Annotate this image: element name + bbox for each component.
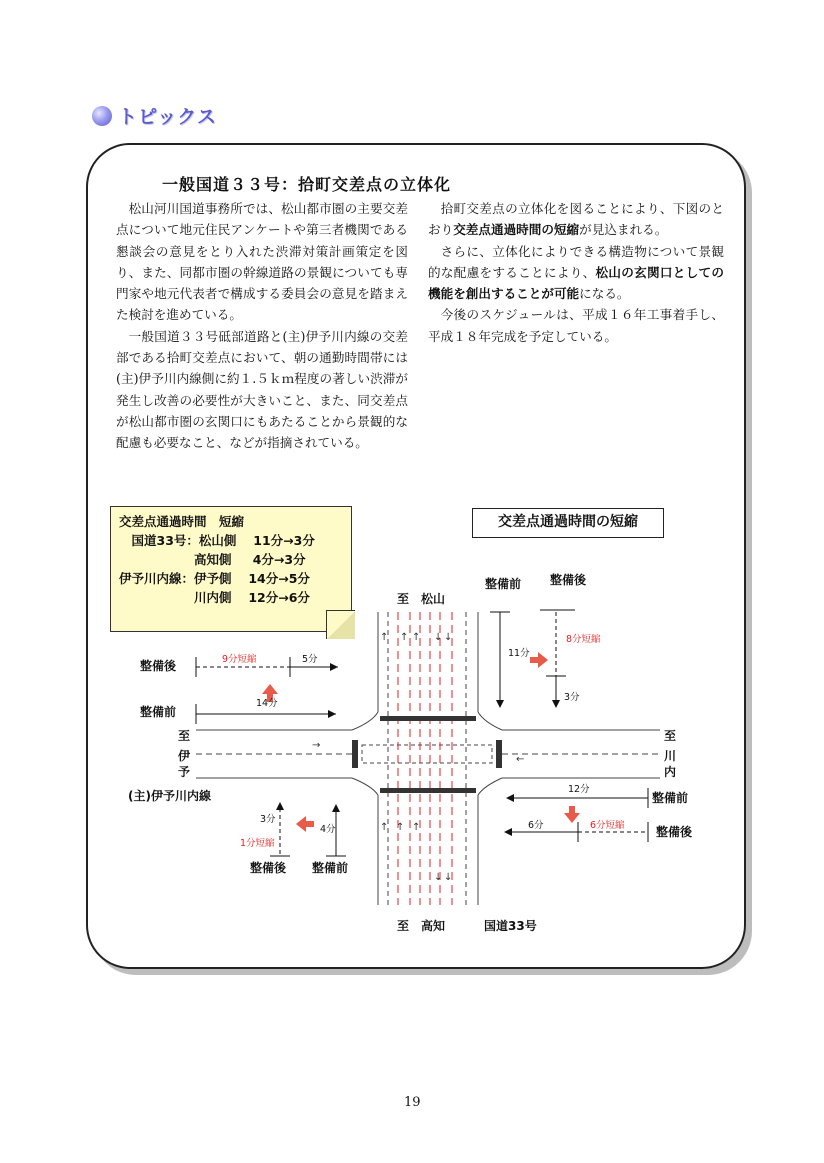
section-title: トピックス (118, 106, 218, 128)
bottom-reduction: 1分短縮 (240, 838, 275, 849)
diagram-title: 交差点通過時間の短縮 (472, 508, 664, 538)
label-bottom-before: 整備前 (312, 861, 349, 875)
emphasis-gateway: 松山の玄関口としての機能を創出することが可能 (428, 264, 725, 302)
label-left-after: 整備後 (140, 659, 177, 673)
right-paragraph-2: さらに、立体化によりできる構造物について景観的な配慮をすることにより、松山の玄関口としての機能を創出することが可能になる。 (428, 243, 725, 302)
label-bottom-after: 整備後 (250, 861, 287, 875)
svg-text:↑: ↑ (400, 632, 409, 643)
top-reduction: 8分短縮 (566, 634, 601, 645)
left-paragraph-1: 松山河川国道事務所では、松山都市圏の主要交差点について地元住民アンケートや第三者機関である懇談会の意見をとり入れた渋滞対策計画策定を図り、また、同都市圏の幹線道路の景観についても専門家や地元代表者で構成する委員会の意見を踏まえた検討を進めている。 (116, 201, 408, 323)
svg-text:↓: ↓ (434, 632, 443, 643)
label-to-iyo (178, 728, 191, 779)
label-to-kawauchi-char-3: 内 (664, 765, 677, 779)
right-paragraph-1: 拾町交差点の立体化を図ることにより、下図のとおり交差点通過時間の短縮が見込まれる。 (428, 201, 724, 238)
left-reduction: 9分短縮 (222, 654, 257, 665)
label-right-before: 整備前 (652, 791, 689, 805)
summary-row-4: 川内側 12分→6分 (119, 590, 310, 605)
svg-text:↑: ↑ (396, 822, 405, 833)
label-left-before: 整備前 (140, 705, 177, 719)
svg-text:←: ← (516, 754, 525, 765)
label-top-after: 整備後 (550, 573, 587, 587)
summary-title: 交差点通過時間 短縮 (119, 514, 245, 529)
left-before-time: 14分 (256, 698, 278, 709)
label-to-kawauchi-char-1: 至 (664, 729, 677, 743)
page-number: 19 (404, 1095, 421, 1110)
label-right-after: 整備後 (656, 825, 693, 839)
label-to-iyo-char-3: 予 (178, 765, 191, 779)
bottom-after-time: 3分 (260, 814, 276, 825)
summary-row-3: 伊予川内線：伊予側 14分→5分 (119, 571, 310, 586)
summary-row-1: 国道33号：松山側 11分→3分 (119, 533, 315, 548)
article-title: 一般国道３３号：拾町交差点の立体化 (162, 175, 452, 194)
note-page-curl (326, 610, 355, 639)
svg-text:↑: ↑ (412, 822, 421, 833)
label-to-kochi: 至 高知 (397, 919, 446, 933)
label-top-before: 整備前 (485, 577, 522, 591)
svg-text:↑: ↑ (412, 632, 421, 643)
label-to-iyo-char-1: 至 (178, 729, 191, 743)
bottom-before-time: 4分 (320, 824, 336, 835)
label-route33: 国道33号 (484, 919, 537, 933)
left-paragraph-2: 一般国道３３号砥部道路と(主)伊予川内線の交差部である拾町交差点において、朝の通勤時間帯には(主)伊予川内線側に約１.５ｋｍ程度の著しい渋滞が発生し改善の必要性が大きいこと、また、同交差点が松山都市圏の玄関口にもあたることから景観的な配慮も必要なこと、などが指摘されている。 (116, 328, 408, 451)
svg-text:↓: ↓ (434, 872, 443, 883)
svg-text:↓: ↓ (444, 632, 453, 643)
label-to-matsuyama: 至 松山 (397, 592, 446, 606)
summary-row-2: 高知側 4分→3分 (119, 552, 306, 567)
svg-text:→: → (312, 740, 321, 751)
right-after-time: 6分 (528, 820, 544, 831)
svg-text:↑: ↑ (380, 822, 389, 833)
label-to-iyo-char-2: 伊 (178, 749, 191, 763)
right-reduction: 6分短縮 (590, 820, 625, 831)
summary-note (110, 506, 352, 632)
left-after-time: 5分 (302, 654, 318, 665)
right-paragraph-3: 今後のスケジュールは、平成１６年工事着手し、平成１８年完成を予定している。 (428, 307, 724, 344)
right-before-time: 12分 (568, 784, 590, 795)
emphasis-time-reduction: 交差点通過時間の短縮 (453, 222, 580, 238)
top-after-time: 3分 (564, 692, 580, 703)
label-to-kawauchi (664, 728, 676, 779)
svg-text:↓: ↓ (444, 872, 453, 883)
svg-text:↑: ↑ (380, 632, 389, 643)
label-iyo-kawauchi-line: (主)伊予川内線 (128, 789, 211, 803)
label-to-kawauchi-char-2: 川 (664, 749, 677, 763)
top-before-time: 11分 (508, 648, 530, 659)
